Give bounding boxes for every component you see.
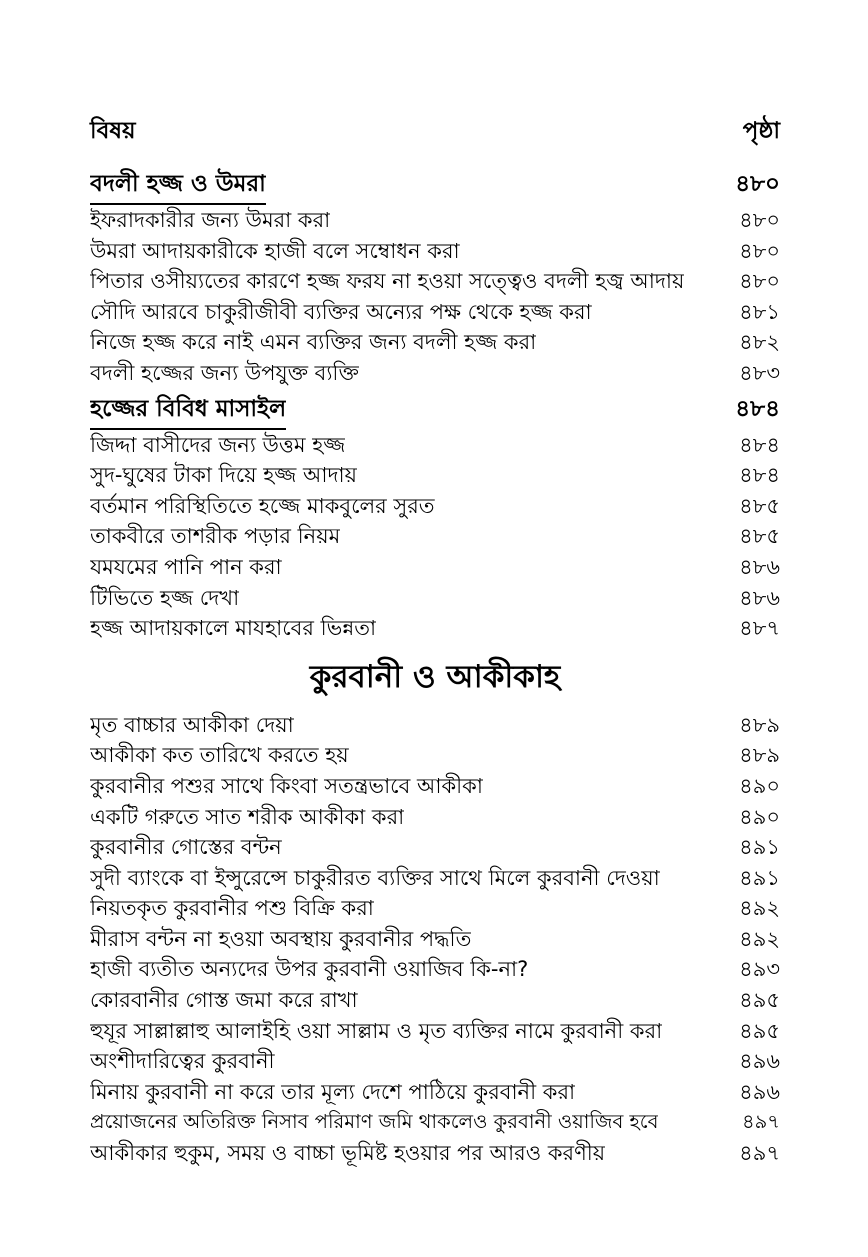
list-item bbox=[90, 327, 780, 358]
item-title: উমরা আদায়কারীকে হাজী বলে সম্বোধন করা bbox=[90, 238, 460, 263]
item-page: ৪৮০ bbox=[739, 238, 780, 263]
item-title: যমযমের পানি পান করা bbox=[90, 554, 282, 579]
list-item bbox=[90, 985, 780, 1016]
section-list bbox=[90, 430, 780, 644]
item-title: আকীকা কত তারিখে করতে হয় bbox=[90, 743, 349, 768]
item-page: ৪৯১ bbox=[739, 835, 780, 860]
item-page: ৪৮০ bbox=[739, 208, 780, 232]
list-item bbox=[90, 893, 780, 924]
item-title: জিদ্দা বাসীদের জন্য উত্তম হজ্জ bbox=[90, 432, 346, 457]
list-item bbox=[90, 491, 780, 522]
item-title: মৃত বাচ্চার আকীকা দেয়া bbox=[90, 712, 294, 737]
list-item bbox=[90, 430, 780, 461]
item-page: ৪৮৪ bbox=[739, 432, 780, 457]
item-title: বর্তমান পরিস্থিতিতে হজ্জে মাকবুলের সুরত bbox=[90, 493, 435, 518]
item-page: ৪৮৬ bbox=[739, 585, 780, 610]
item-title: হুযূর সাল্লাল্লাহু আলাইহি ওয়া সাল্লাম ও মৃত ব্যক্তির নামে কুরবানী করা bbox=[90, 1018, 663, 1043]
section-page: ৪৮৪ bbox=[735, 395, 780, 422]
section-title: হজ্জের বিবিধ মাসাইল bbox=[90, 393, 286, 430]
item-page: ৪৯১ bbox=[739, 865, 780, 890]
toc-header bbox=[90, 112, 780, 164]
item-title: হাজী ব্যতীত অন্যদের উপর কুরবানী ওয়াজিব কি-না? bbox=[90, 957, 529, 982]
section-page: ৪৮০ bbox=[735, 171, 780, 197]
page-heading: পৃষ্ঠা bbox=[742, 118, 780, 144]
list-item bbox=[90, 1016, 780, 1047]
item-page: ৪৯২ bbox=[739, 896, 780, 921]
item-title: টিভিতে হজ্জ দেখা bbox=[90, 585, 240, 610]
list-item bbox=[90, 1138, 780, 1169]
item-page: ৪৯৩ bbox=[739, 957, 780, 982]
chapter-title: কুরবানী ও আকীকাহ bbox=[309, 658, 561, 695]
item-title: কুরবানীর পশুর সাথে কিংবা সতন্ত্রভাবে আকীকা bbox=[90, 773, 483, 798]
item-page: ৪৯৬ bbox=[739, 1049, 780, 1074]
list-item bbox=[90, 863, 780, 894]
list-item bbox=[90, 266, 780, 297]
item-page: ৪৮৪ bbox=[739, 463, 780, 488]
list-item bbox=[90, 832, 780, 863]
list-item bbox=[90, 771, 780, 802]
item-title: তাকবীরে তাশরীক পড়ার নিয়ম bbox=[90, 524, 341, 549]
item-title: সৌদি আরবে চাকুরীজীবী ব্যক্তির অন্যের পক্ষ থেকে হজ্জ করা bbox=[90, 299, 592, 324]
item-page: ৪৮৭ bbox=[739, 616, 780, 641]
item-page: ৪৮৯ bbox=[739, 712, 780, 737]
item-title: একটি গরুতে সাত শরীক আকীকা করা bbox=[90, 804, 405, 829]
item-title: প্রয়োজনের অতিরিক্ত নিসাব পরিমাণ জমি থাকলেও কুরবানী ওয়াজিব হবে bbox=[90, 1110, 659, 1134]
list-item bbox=[90, 924, 780, 955]
item-page: ৪৯০ bbox=[739, 773, 780, 798]
item-title: হজ্জ আদায়কালে মাযহাবের ভিন্নতা bbox=[90, 616, 377, 641]
list-item bbox=[90, 358, 780, 389]
list-item bbox=[90, 1046, 780, 1077]
item-page: ৪৮৬ bbox=[739, 554, 780, 579]
list-item bbox=[90, 205, 780, 236]
item-page: ৪৯২ bbox=[739, 926, 780, 951]
item-page: ৪৯০ bbox=[739, 804, 780, 829]
item-page: ৪৯৭ bbox=[742, 1110, 780, 1134]
item-title: আকীকার হুকুম, সময় ও বাচ্চা ভূমিষ্ট হওয়ার পর আরও করণীয় bbox=[90, 1141, 606, 1166]
list-item bbox=[90, 521, 780, 552]
item-page: ৪৮৯ bbox=[739, 743, 780, 768]
section-list bbox=[90, 710, 780, 1169]
list-item bbox=[90, 552, 780, 583]
list-item bbox=[90, 236, 780, 267]
item-page: ৪৮১ bbox=[739, 299, 780, 324]
item-title: সুদী ব্যাংকে বা ইন্সুরেন্সে চাকুরীরত ব্যক্তির সাথে মিলে কুরবানী দেওয়া bbox=[90, 865, 660, 890]
item-title: পিতার ওসীয়্যতের কারণে হজ্জ ফরয না হওয়া সত্ত্বেও বদলী হজ্ব আদায় bbox=[90, 269, 685, 294]
list-item bbox=[90, 297, 780, 328]
list-item bbox=[90, 710, 780, 741]
item-page: ৪৮২ bbox=[739, 330, 780, 355]
item-page: ৪৯৫ bbox=[739, 1018, 780, 1043]
list-item bbox=[90, 460, 780, 491]
item-title: নিয়তকৃত কুরবানীর পশু বিক্রি করা bbox=[90, 896, 374, 921]
item-page: ৪৯৫ bbox=[739, 988, 780, 1013]
item-page: ৪৮০ bbox=[739, 269, 780, 294]
item-page: ৪৯৬ bbox=[739, 1079, 780, 1104]
item-title: মীরাস বন্টন না হওয়া অবস্থায় কুরবানীর পদ্ধতি bbox=[90, 926, 472, 951]
item-title: অংশীদারিত্বের কুরবানী bbox=[90, 1049, 275, 1074]
list-item bbox=[90, 1107, 780, 1138]
list-item bbox=[90, 613, 780, 644]
list-item bbox=[90, 1077, 780, 1108]
item-page: ৪৮৫ bbox=[739, 524, 780, 549]
item-page: ৪৮৫ bbox=[739, 493, 780, 518]
section-list bbox=[90, 205, 780, 389]
list-item bbox=[90, 954, 780, 985]
list-item bbox=[90, 583, 780, 614]
item-page: ৪৮৩ bbox=[739, 360, 780, 385]
section-title: বদলী হজ্জ ও উমরা bbox=[90, 168, 266, 205]
list-item bbox=[90, 802, 780, 833]
item-title: নিজে হজ্জ করে নাই এমন ব্যক্তির জন্য বদলী হজ্জ করা bbox=[90, 330, 537, 355]
item-title: ইফরাদকারীর জন্য উমরা করা bbox=[90, 208, 331, 232]
item-title: মিনায় কুরবানী না করে তার মূল্য দেশে পাঠিয়ে কুরবানী করা bbox=[90, 1079, 576, 1104]
item-title: কুরবানীর গোস্তের বন্টন bbox=[90, 835, 282, 860]
item-title: বদলী হজ্জের জন্য উপযুক্ত ব্যক্তি bbox=[90, 360, 359, 385]
section-heading bbox=[90, 168, 780, 205]
list-item bbox=[90, 740, 780, 771]
section-heading bbox=[90, 393, 780, 430]
item-title: সুদ-ঘুষের টাকা দিয়ে হজ্জ আদায় bbox=[90, 463, 357, 488]
item-title: কোরবানীর গোস্ত জমা করে রাখা bbox=[90, 988, 358, 1013]
item-page: ৪৯৭ bbox=[739, 1141, 780, 1166]
subject-heading: বিষয় bbox=[90, 118, 136, 144]
toc-page bbox=[90, 112, 780, 1169]
